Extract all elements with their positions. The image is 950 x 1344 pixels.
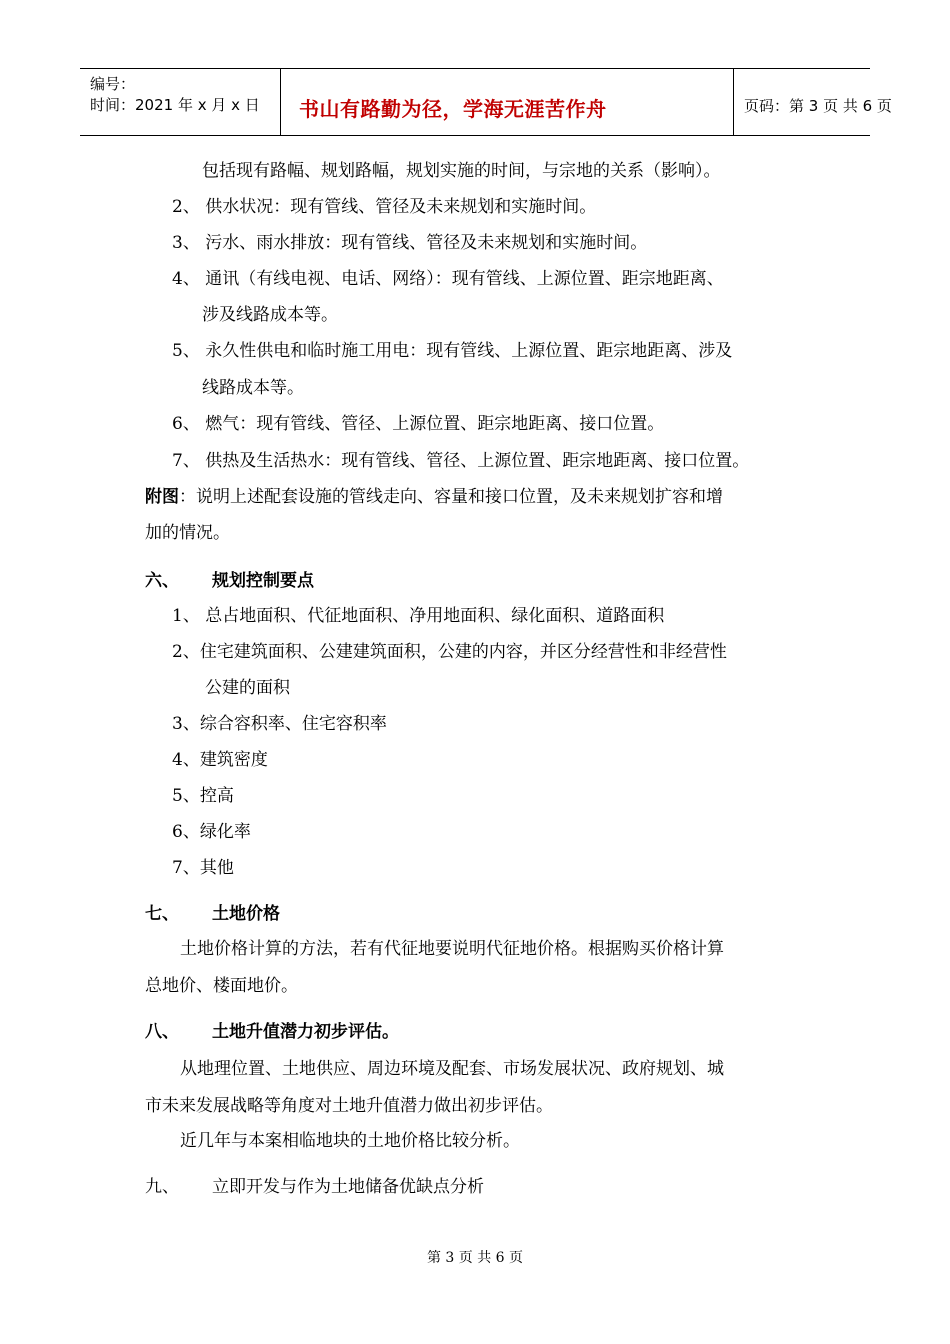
header-page-info: 页码：第 3 页 共 6 页 <box>744 97 892 115</box>
list-item: 6、 燃气：现有管线、管径、上源位置、距宗地距离、接口位置。 <box>172 414 665 434</box>
section-number: 六、 <box>145 571 179 591</box>
document-number-label: 编号： <box>90 75 136 93</box>
body-line: 涉及线路成本等。 <box>202 305 338 325</box>
figure-label: 附图 <box>145 487 179 507</box>
body-line: 公建的面积 <box>205 678 290 698</box>
list-item: 5、 永久性供电和临时施工用电：现有管线、上源位置、距宗地距离、涉及 <box>172 341 733 361</box>
section-title: 土地升值潜力初步评估。 <box>212 1022 399 1042</box>
section-number: 九、 <box>145 1177 179 1197</box>
section-number: 七、 <box>145 904 179 924</box>
header-motto: 书山有路勤为径，学海无涯苦作舟 <box>299 97 607 121</box>
section-title: 土地价格 <box>212 904 280 924</box>
body-line: 加的情况。 <box>145 523 230 543</box>
header-meta <box>80 69 280 135</box>
header-page-cell <box>734 69 892 135</box>
list-item: 6、绿化率 <box>172 822 251 842</box>
list-item: 2、 供水状况：现有管线、管径及未来规划和实施时间。 <box>172 197 597 217</box>
section-title: 立即开发与作为土地储备优缺点分析 <box>212 1177 484 1197</box>
list-item: 4、建筑密度 <box>172 750 268 770</box>
page-header <box>80 68 892 136</box>
body-line: 土地价格计算的方法，若有代征地要说明代征地价格。根据购买价格计算 <box>180 939 724 959</box>
list-item: 7、其他 <box>172 858 234 878</box>
body-line: 包括现有路幅、规划路幅，规划实施的时间，与宗地的关系（影响）。 <box>202 161 721 181</box>
list-item: 3、 污水、雨水排放：现有管线、管径及未来规划和实施时间。 <box>172 233 648 253</box>
figure-note <box>145 486 723 508</box>
figure-note-text: ：说明上述配套设施的管线走向、容量和接口位置，及未来规划扩容和增 <box>179 487 723 507</box>
header-motto-cell <box>280 69 734 135</box>
list-item: 2、住宅建筑面积、公建建筑面积，公建的内容，并区分经营性和非经营性 <box>172 642 727 662</box>
body-line: 近几年与本案相临地块的土地价格比较分析。 <box>180 1131 520 1151</box>
section-number: 八、 <box>145 1022 179 1042</box>
document-date: 时间：2021 年 x 月 x 日 <box>90 96 260 114</box>
body-line: 总地价、楼面地价。 <box>145 976 298 996</box>
section-title: 规划控制要点 <box>212 571 314 591</box>
list-item: 1、 总占地面积、代征地面积、净用地面积、绿化面积、道路面积 <box>172 606 665 626</box>
body-line: 市未来发展战略等角度对土地升值潜力做出初步评估。 <box>145 1096 553 1116</box>
list-item: 5、控高 <box>172 786 234 806</box>
body-line: 线路成本等。 <box>202 378 304 398</box>
body-line: 从地理位置、土地供应、周边环境及配套、市场发展状况、政府规划、城 <box>180 1059 724 1079</box>
list-item: 3、综合容积率、住宅容积率 <box>172 714 387 734</box>
list-item: 4、 通讯（有线电视、电话、网络）：现有管线、上源位置、距宗地距离、 <box>172 269 724 289</box>
list-item: 7、 供热及生活热水：现有管线、管径、上源位置、距宗地距离、接口位置。 <box>172 451 750 471</box>
footer-page-number: 第 3 页 共 6 页 <box>426 1250 524 1266</box>
page-footer <box>0 1247 950 1267</box>
